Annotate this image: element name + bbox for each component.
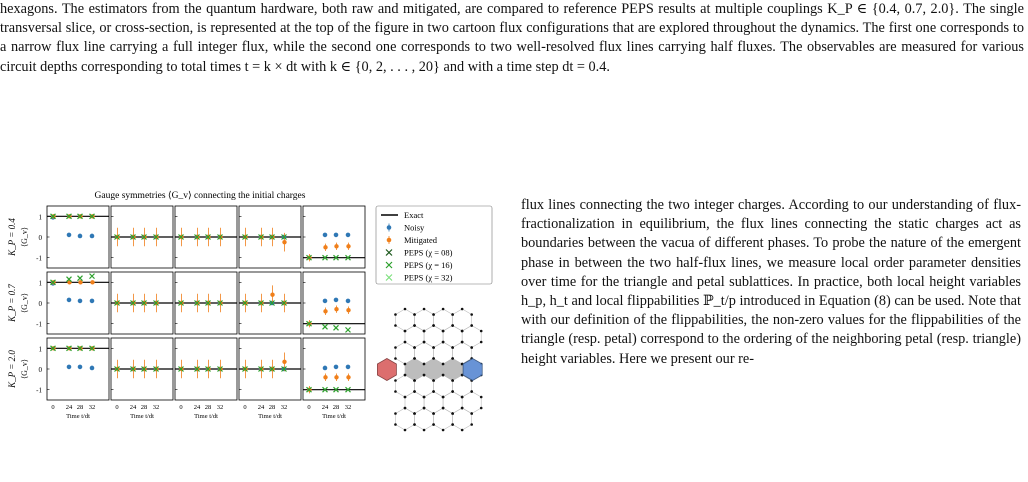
x-tick-label: 0 — [51, 404, 55, 411]
lattice-hexagon — [405, 359, 424, 381]
lattice-site — [423, 374, 426, 377]
lattice-hexagon — [396, 309, 415, 331]
mitigated-point — [323, 245, 327, 249]
x-tick-label: 28 — [140, 404, 148, 411]
lattice-hexagon — [434, 408, 453, 430]
noisy-point — [346, 299, 351, 304]
lattice-site — [480, 407, 483, 410]
y-tick-label: 1 — [38, 279, 42, 288]
x-tick-label: 32 — [88, 404, 96, 411]
lattice-site — [451, 346, 454, 349]
lattice-site — [480, 330, 483, 333]
lattice-site — [423, 308, 426, 311]
noisy-point — [323, 233, 328, 238]
lattice-site — [413, 357, 416, 360]
lattice-site — [461, 429, 464, 432]
x-tick-label: 32 — [152, 404, 160, 411]
panel-frame — [303, 272, 365, 334]
legend-label: Noisy — [404, 222, 425, 233]
figure-caption — [0, 0, 1024, 77]
y-tick-label: 0 — [38, 234, 42, 242]
x-tick-label: 28 — [268, 404, 276, 411]
lattice-site — [432, 357, 435, 360]
lattice-site — [442, 363, 445, 366]
mitigated-point — [282, 360, 286, 364]
y-tick-label: -1 — [36, 386, 42, 395]
lattice-hexagon — [453, 408, 472, 430]
lattice-site — [461, 341, 464, 344]
x-tick-label: 0 — [179, 404, 183, 411]
y-tick-label: 0 — [38, 366, 42, 374]
mitigated-point — [346, 308, 350, 312]
y-axis-label: ⟨G_v⟩ — [20, 292, 29, 314]
lattice-site — [413, 423, 416, 426]
x-tick-label: 28 — [76, 404, 84, 411]
x-tick-label: 24 — [65, 404, 73, 411]
noisy-point — [67, 365, 72, 370]
chart-title: Gauge symmetries ⟨G_v⟩ connecting the initial charges — [94, 191, 306, 201]
lattice-site — [423, 330, 426, 333]
lattice-site — [413, 412, 416, 415]
legend-marker — [387, 225, 392, 230]
lattice-site — [461, 396, 464, 399]
lattice-site — [442, 330, 445, 333]
x-tick-label: 0 — [243, 404, 247, 411]
lattice-site — [404, 341, 407, 344]
lattice-hexagon — [396, 408, 415, 430]
lattice-hexagon — [443, 392, 462, 414]
lattice-site — [461, 330, 464, 333]
lattice-hexagon — [453, 309, 472, 331]
lattice-hexagon — [443, 326, 462, 348]
lattice-site — [442, 341, 445, 344]
mitigated-point — [334, 307, 338, 311]
legend-label: Exact — [404, 210, 424, 220]
x-tick-label: 32 — [344, 404, 352, 411]
panel-frame — [47, 272, 109, 334]
lattice-site — [451, 324, 454, 327]
y-tick-label: -1 — [36, 320, 42, 329]
x-tick-label: 0 — [307, 404, 311, 411]
x-axis-label: Time t/dt — [322, 413, 346, 420]
lattice-site — [480, 396, 483, 399]
lattice-hexagon — [424, 326, 443, 348]
x-axis-label: Time t/dt — [258, 413, 282, 420]
x-tick-label: 24 — [321, 404, 329, 411]
y-tick-label: 1 — [38, 345, 42, 354]
lattice-site — [470, 390, 473, 393]
mitigated-point — [334, 375, 338, 379]
peps-point — [323, 324, 328, 329]
y-tick-label: -1 — [36, 254, 42, 263]
noisy-point — [323, 299, 328, 304]
lattice-site — [432, 379, 435, 382]
lattice-site — [442, 429, 445, 432]
charge-left-hexagon — [377, 359, 396, 381]
lattice-hexagon — [462, 392, 481, 414]
lattice-hexagon — [424, 392, 443, 414]
lattice-hexagon — [405, 326, 424, 348]
mitigated-point — [270, 293, 274, 297]
panel-frame — [303, 206, 365, 268]
noisy-point — [90, 299, 95, 304]
lattice-site — [413, 324, 416, 327]
caption-text: hexagons. The estimators from the quantum hardware, both raw and mitigated, are compared to reference PEPS results at multiple couplings K_P ∈ {0.4, 0.7, 2.0}. The single transversal slice, or cross-section, is represented at the top of the figure in two cartoon flux configurations that are explored throughout the dynamics. The first one corresponds to a narrow flux line carrying a full integer flux, while the second one corresponds to two well-resolved flux lines carrying half fluxes. The observables are measured for various circuit depths corresponding to total times t = k × dt with k ∈ {0, 2, . . . , 20} and with a time step dt = 0.4. — [0, 1, 1024, 75]
legend-label: PEPS (χ = 08) — [404, 247, 453, 258]
lattice-site — [413, 346, 416, 349]
lattice-site — [394, 357, 397, 360]
lattice-site — [432, 412, 435, 415]
lattice-site — [413, 379, 416, 382]
lattice-site — [461, 308, 464, 311]
lattice-site — [394, 390, 397, 393]
lattice-site — [413, 313, 416, 316]
noisy-point — [346, 365, 351, 370]
mitigated-point — [346, 244, 350, 248]
lattice-site — [394, 379, 397, 382]
lattice-hexagon — [462, 326, 481, 348]
mitigated-point — [346, 375, 350, 379]
x-tick-label: 24 — [193, 404, 201, 411]
gauge-symmetry-chart — [0, 186, 500, 477]
lattice-hexagon — [415, 408, 434, 430]
noisy-point — [334, 298, 339, 303]
lattice-site — [423, 396, 426, 399]
lattice-site — [432, 390, 435, 393]
lattice-site — [442, 374, 445, 377]
noisy-point — [67, 298, 72, 303]
lattice-site — [432, 423, 435, 426]
noisy-point — [346, 233, 351, 238]
peps-point — [90, 274, 95, 279]
x-tick-label: 32 — [280, 404, 288, 411]
lattice-site — [432, 313, 435, 316]
x-tick-label: 32 — [216, 404, 224, 411]
body-column — [521, 196, 1021, 477]
lattice-site — [451, 390, 454, 393]
lattice-site — [404, 308, 407, 311]
lattice-site — [404, 407, 407, 410]
body-paragraph: flux lines connecting the two integer charges. According to our understanding of flux-fractionalization in equilibrium, the flux lines connecting the static charges act as boundaries between the vacua of different phases. To probe the nature of the emergent phase in between the two half-flux lines, we measure local order parameter densities over time for the triangle and petal sublattices. In practice, both local height variables h_p, h_t and local flippabilities ℙ_t/p introduced in Equation (8) can be used. Note that with our definition of the flippabilities, the non-zero values for the flippabilities of the triangle (resp. petal) correspond to the ordering of the neighboring petal (resp. triangle) height variables. Here we present our re- — [521, 197, 1021, 367]
lattice-site — [442, 396, 445, 399]
lattice-site — [423, 341, 426, 344]
lattice-site — [423, 429, 426, 432]
lattice-site — [394, 423, 397, 426]
lattice-site — [423, 363, 426, 366]
mitigated-point — [282, 240, 286, 244]
lattice-site — [404, 374, 407, 377]
lattice-site — [394, 324, 397, 327]
lattice-hexagon — [424, 359, 443, 381]
lattice-site — [394, 346, 397, 349]
mitigated-point — [323, 375, 327, 379]
mitigated-point — [323, 309, 327, 313]
y-tick-label: 0 — [38, 300, 42, 308]
lattice-site — [470, 313, 473, 316]
y-tick-label: 1 — [38, 213, 42, 222]
noisy-point — [334, 365, 339, 370]
legend-marker — [387, 238, 392, 243]
y-axis-label: ⟨G_v⟩ — [20, 226, 29, 248]
lattice-site — [394, 313, 397, 316]
x-axis-label: Time t/dt — [66, 413, 90, 420]
mitigated-point — [334, 244, 338, 248]
lattice-site — [470, 324, 473, 327]
row-label: K_P = 2.0 — [7, 350, 17, 388]
lattice-site — [470, 346, 473, 349]
noisy-point — [90, 366, 95, 371]
legend-label: PEPS (χ = 16) — [404, 260, 453, 270]
lattice-site — [470, 423, 473, 426]
lattice-site — [394, 412, 397, 415]
lattice-site — [461, 407, 464, 410]
x-axis-label: Time t/dt — [194, 413, 218, 420]
noisy-point — [90, 234, 95, 239]
noisy-point — [323, 366, 328, 371]
lattice-hexagon — [434, 309, 453, 331]
x-tick-label: 28 — [204, 404, 212, 411]
lattice-site — [451, 313, 454, 316]
panel-frame — [303, 338, 365, 400]
lattice-site — [451, 379, 454, 382]
x-tick-label: 24 — [129, 404, 137, 411]
lattice-site — [432, 324, 435, 327]
noisy-point — [78, 299, 83, 304]
lattice-site — [480, 341, 483, 344]
lattice-site — [451, 412, 454, 415]
lattice-site — [451, 357, 454, 360]
noisy-point — [334, 233, 339, 238]
lattice-site — [423, 407, 426, 410]
lattice-site — [442, 308, 445, 311]
x-tick-label: 0 — [115, 404, 119, 411]
x-tick-label: 24 — [257, 404, 265, 411]
figure — [0, 186, 500, 477]
row-label: K_P = 0.4 — [7, 218, 17, 256]
peps-point — [334, 325, 339, 330]
lattice-hexagon — [415, 309, 434, 331]
peps-point — [346, 327, 351, 332]
noisy-point — [78, 234, 83, 239]
lattice-site — [413, 390, 416, 393]
lattice-site — [404, 396, 407, 399]
lattice-site — [404, 363, 407, 366]
y-axis-label: ⟨G_v⟩ — [20, 358, 29, 380]
peps-point — [78, 276, 83, 281]
legend-label: Mitigated — [404, 235, 438, 245]
panel-frame — [47, 338, 109, 400]
x-axis-label: Time t/dt — [130, 413, 154, 420]
mitigated-point — [90, 280, 94, 284]
lattice-site — [404, 330, 407, 333]
lattice-site — [432, 346, 435, 349]
noisy-point — [67, 233, 72, 238]
lattice-site — [470, 412, 473, 415]
legend-label: PEPS (χ = 32) — [404, 272, 453, 283]
x-tick-label: 28 — [332, 404, 340, 411]
lattice-site — [442, 407, 445, 410]
lattice-site — [404, 429, 407, 432]
lattice-hexagon — [443, 359, 462, 381]
noisy-point — [78, 365, 83, 370]
row-label: K_P = 0.7 — [7, 284, 17, 322]
lattice-hexagon — [405, 392, 424, 414]
lattice-site — [451, 423, 454, 426]
